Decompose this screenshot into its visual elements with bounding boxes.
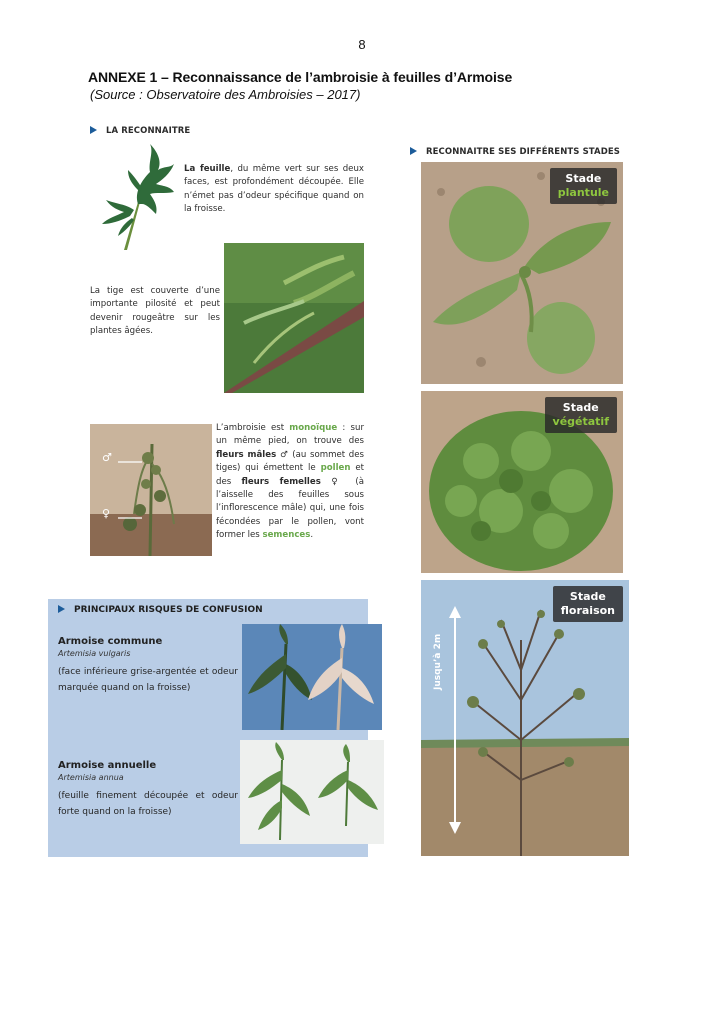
mugwort-photo xyxy=(242,624,382,730)
species-name: Armoise commune xyxy=(58,636,163,647)
species-latin-name: Artemisia vulgaris xyxy=(58,649,131,658)
stage-seedling-photo xyxy=(421,162,623,384)
stage-seedling-line1: Stade xyxy=(565,172,602,185)
stage-seedling-label xyxy=(550,168,617,204)
annex-title: ANNEXE 1 – Reconnaissance de l’ambroisie à feuilles d’Armoise xyxy=(88,69,513,85)
mono-text-5: (à l’aisselle des feuilles sous l’inflorescence mâle) qui, une fois fécondées par le pollen, vont former les xyxy=(216,476,365,541)
stage-vegetative-line2: végétatif xyxy=(552,415,609,428)
male-symbol: ♂ xyxy=(102,451,112,464)
mono-text-2: : sur un même pied, on trouve des xyxy=(216,423,364,447)
species-description: (face inférieure grise-argentée et odeur marquée quand on la froisse) xyxy=(58,667,238,693)
stages-heading xyxy=(410,147,620,157)
leaf-illustration xyxy=(98,142,178,254)
female-flowers-term: fleurs femelles ♀ xyxy=(241,476,346,487)
confusion-item xyxy=(58,636,238,696)
mono-text-4: et des xyxy=(216,463,364,487)
flowers-photo xyxy=(90,424,212,556)
stage-vegetative-line1: Stade xyxy=(562,401,599,414)
annex-source: (Source : Observatoire des Ambroisies – 2017) xyxy=(90,87,361,102)
mono-text-3: (au sommet des tiges) qui émettent le xyxy=(216,449,364,474)
stage-seedling-line2: plantule xyxy=(557,186,609,199)
confusion-heading xyxy=(58,605,263,615)
page-number: 8 xyxy=(358,37,366,52)
stem-description: La tige est couverte d’une importante pilosité et peut devenir rougeâtre sur les plantes âgées. xyxy=(90,286,220,337)
annual-mugwort-photo xyxy=(240,740,384,844)
height-indicator xyxy=(427,620,447,700)
arrow-right-icon xyxy=(410,147,417,155)
male-flowers-term: fleurs mâles ♂ xyxy=(216,449,289,460)
confusion-item xyxy=(58,760,238,820)
species-description: (feuille finement découpée et odeur forte quand on la froisse) xyxy=(58,791,238,817)
height-label: Jusqu’à 2m xyxy=(433,633,443,690)
leaf-description xyxy=(184,163,364,217)
stage-vegetative-photo xyxy=(421,391,623,573)
recognize-heading xyxy=(90,126,190,136)
mono-term: monoïque xyxy=(289,423,338,433)
recognize-heading-text: LA RECONNAITRE xyxy=(106,126,191,136)
stem-photo xyxy=(224,243,364,393)
stage-flowering-line1: Stade xyxy=(569,590,606,603)
monoecious-description xyxy=(216,422,364,543)
stage-flowering-label xyxy=(553,586,623,622)
leaf-text: , du même vert sur ses deux faces, est profondément découpée. Elle n’émet pas d’odeur spécifique quand on la froisse. xyxy=(184,164,365,215)
seeds-term: semences xyxy=(262,530,311,541)
mono-text-1: L’ambroisie est xyxy=(216,423,290,433)
species-latin-name: Artemisia annua xyxy=(58,773,124,782)
female-symbol: ♀ xyxy=(102,507,111,520)
stages-heading-text: RECONNAITRE SES DIFFÉRENTS STADES xyxy=(426,147,621,157)
arrow-right-icon xyxy=(58,605,65,613)
stage-flowering-photo xyxy=(421,580,629,856)
arrow-right-icon xyxy=(90,126,97,134)
leaf-term: La feuille xyxy=(184,164,231,174)
mono-text-6: . xyxy=(310,530,314,541)
stage-flowering-line2: floraison xyxy=(560,604,615,617)
confusion-panel xyxy=(48,599,368,857)
species-name: Armoise annuelle xyxy=(58,760,157,771)
stage-vegetative-label xyxy=(545,397,617,433)
pollen-term: pollen xyxy=(320,463,351,474)
confusion-heading-text: PRINCIPAUX RISQUES DE CONFUSION xyxy=(74,605,263,615)
